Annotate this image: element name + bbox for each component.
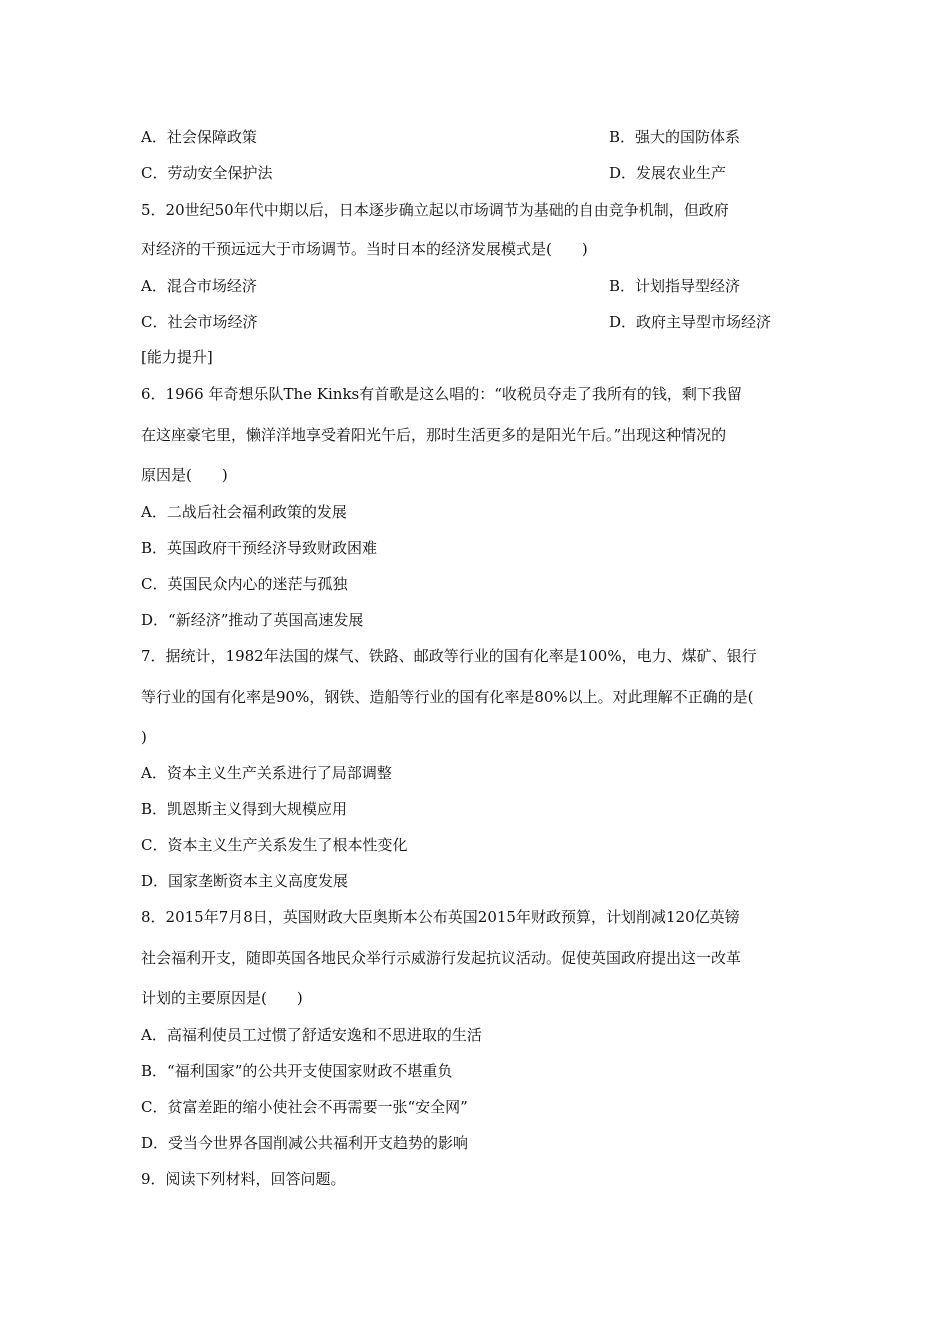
q4-option-a[interactable]: A．社会保障政策 — [141, 128, 257, 146]
q8-stem-line-3: 计划的主要原因是( ) — [141, 989, 303, 1007]
q6-option-d[interactable]: D．“新经济”推动了英国高速发展 — [141, 611, 364, 629]
q4-option-d[interactable]: D．发展农业生产 — [609, 164, 727, 182]
q5-options-row-2 — [141, 312, 815, 332]
q8-option-c[interactable]: C．贫富差距的缩小使社会不再需要一张“安全网” — [141, 1098, 468, 1116]
q6-stem-line-3: 原因是( ) — [141, 466, 228, 484]
q5-option-c[interactable]: C．社会市场经济 — [141, 313, 258, 331]
q7-option-a[interactable]: A．资本主义生产关系进行了局部调整 — [141, 764, 392, 782]
section-heading: [能力提升] — [141, 348, 213, 366]
q5-option-a[interactable]: A．混合市场经济 — [141, 277, 257, 295]
q5-option-b[interactable]: B．计划指导型经济 — [609, 277, 741, 295]
q7-stem-line-2: 等行业的国有化率是90%，钢铁、造船等行业的国有化率是80%以上。对此理解不正确的是( — [141, 688, 754, 706]
q8-option-b[interactable]: B．“福利国家”的公共开支使国家财政不堪重负 — [141, 1062, 453, 1080]
q9-stem-line-1: 9．阅读下列材料，回答问题。 — [141, 1170, 346, 1188]
q4-option-b[interactable]: B．强大的国防体系 — [609, 128, 741, 146]
q5-options-row-1 — [141, 276, 815, 296]
q8-option-a[interactable]: A．高福利使员工过惯了舒适安逸和不思进取的生活 — [141, 1026, 482, 1044]
q7-option-d[interactable]: D．国家垄断资本主义高度发展 — [141, 872, 349, 890]
q8-stem-line-1: 8．2015年7月8日，英国财政大臣奥斯本公布英国2015年财政预算，计划削减120亿英镑 — [141, 908, 740, 926]
q5-stem-line-1: 5．20世纪50年代中期以后，日本逐步确立起以市场调节为基础的自由竞争机制，但政府 — [141, 201, 729, 219]
q6-option-a[interactable]: A．二战后社会福利政策的发展 — [141, 503, 347, 521]
q6-stem-line-1: 6．1966 年奇想乐队The Kinks有首歌是这么唱的：“收税员夺走了我所有的钱，剩下我留 — [141, 385, 742, 403]
q6-option-c[interactable]: C．英国民众内心的迷茫与孤独 — [141, 575, 348, 593]
q7-option-c[interactable]: C．资本主义生产关系发生了根本性变化 — [141, 836, 408, 854]
q8-option-d[interactable]: D．受当今世界各国削减公共福利开支趋势的影响 — [141, 1134, 469, 1152]
q4-options-row-2 — [141, 163, 815, 183]
q7-stem-line-1: 7．据统计，1982年法国的煤气、铁路、邮政等行业的国有化率是100%，电力、煤矿、银行 — [141, 647, 757, 665]
q8-stem-line-2: 社会福利开支，随即英国各地民众举行示威游行发起抗议活动。促使英国政府提出这一改革 — [141, 949, 742, 967]
q4-option-c[interactable]: C．劳动安全保护法 — [141, 164, 273, 182]
q7-stem-line-3: ) — [141, 728, 147, 746]
q6-stem-line-2: 在这座豪宅里，懒洋洋地享受着阳光午后，那时生活更多的是阳光午后。”出现这种情况的 — [141, 426, 727, 444]
q5-option-d[interactable]: D．政府主导型市场经济 — [609, 313, 772, 331]
q6-option-b[interactable]: B．英国政府干预经济导致财政困难 — [141, 539, 378, 557]
q5-stem-line-2: 对经济的干预远远大于市场调节。当时日本的经济发展模式是( ) — [141, 240, 588, 258]
q7-option-b[interactable]: B．凯恩斯主义得到大规模应用 — [141, 800, 348, 818]
q4-options-row-1 — [141, 127, 815, 147]
